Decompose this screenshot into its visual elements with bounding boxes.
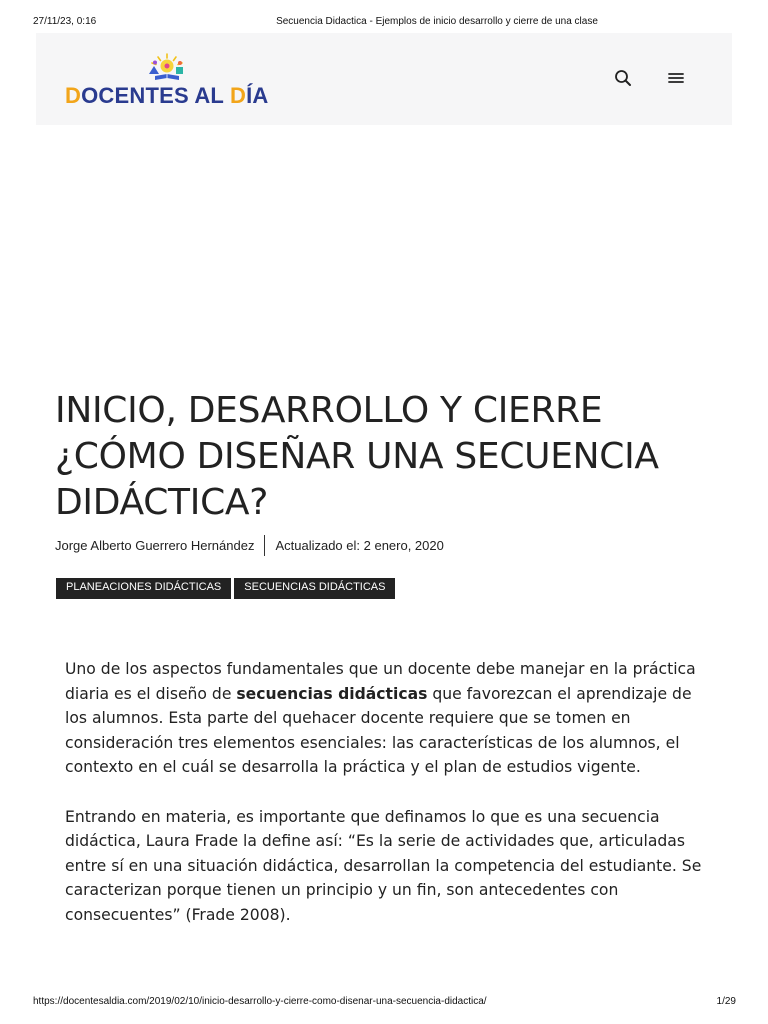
secuencias-didacticas-link[interactable]: secuencias didácticas [236,684,428,703]
print-footer [0,996,768,1010]
print-page-number: 1/29 [716,996,736,1007]
logo-letter-d2: D [229,83,247,108]
logo-letter-d: D [65,83,82,108]
paragraph-1-start: Uno de los aspectos fundamentales que un docente debe manejar en la práctica diaria es el diseño de [65,660,696,703]
article-body [65,657,710,952]
search-icon[interactable] [612,67,634,89]
tag-list [56,578,398,599]
tag-planeaciones-didacticas[interactable]: PLANEACIONES DIDÁCTICAS [56,578,231,599]
paragraph-1 [65,657,710,780]
article-meta [55,536,444,556]
article-title: INICIO, DESARROLLO Y CIERRE ¿CÓMO DISEÑAR UNA SECUENCIA DIDÁCTICA? [55,390,659,523]
logo-text-main: OCENTES AL [81,83,230,108]
updated-date: Actualizado el: 2 enero, 2020 [275,537,444,553]
hamburger-menu-icon[interactable] [665,67,687,89]
print-header [0,16,768,30]
author-link[interactable]: Jorge Alberto Guerrero Hernández [55,537,255,553]
tag-secuencias-didacticas[interactable]: SECUENCIAS DIDÁCTICAS [234,578,395,599]
print-url: https://docentesaldia.com/2019/02/10/inicio-desarrollo-y-cierre-como-disenar-una-secuencia-didactica/ [33,996,487,1007]
logo-text-end: ÍA [246,83,269,108]
logo-wordmark [65,83,268,109]
print-datetime: 27/11/23, 0:16 [33,16,97,27]
meta-divider [264,535,265,556]
site-logo[interactable] [65,51,275,111]
paragraph-1-end: que favorezcan el aprendizaje de los alumnos. Esta parte del quehacer docente requiere que se tomen en consideración tres elementos esenciales: las características de los alumnos, el contexto en el cuál se desarrolla la práctica y el plan de estudios vigente. [65,684,692,777]
print-page-title: Secuencia Didactica - Ejemplos de inicio desarrollo y cierre de una clase [276,16,598,27]
paragraph-2: Entrando en materia, es importante que definamos lo que es una secuencia didáctica, Laura Frade la define así: “Es la serie de actividades que, articuladas entre sí en una situación didáctica, desarrollan la competencia del estudiante. Se caracterizan porque tienen un principio y un fin, son antecedentes con consecuentes” (Frade 2008). [65,807,702,924]
site-header [36,33,732,125]
